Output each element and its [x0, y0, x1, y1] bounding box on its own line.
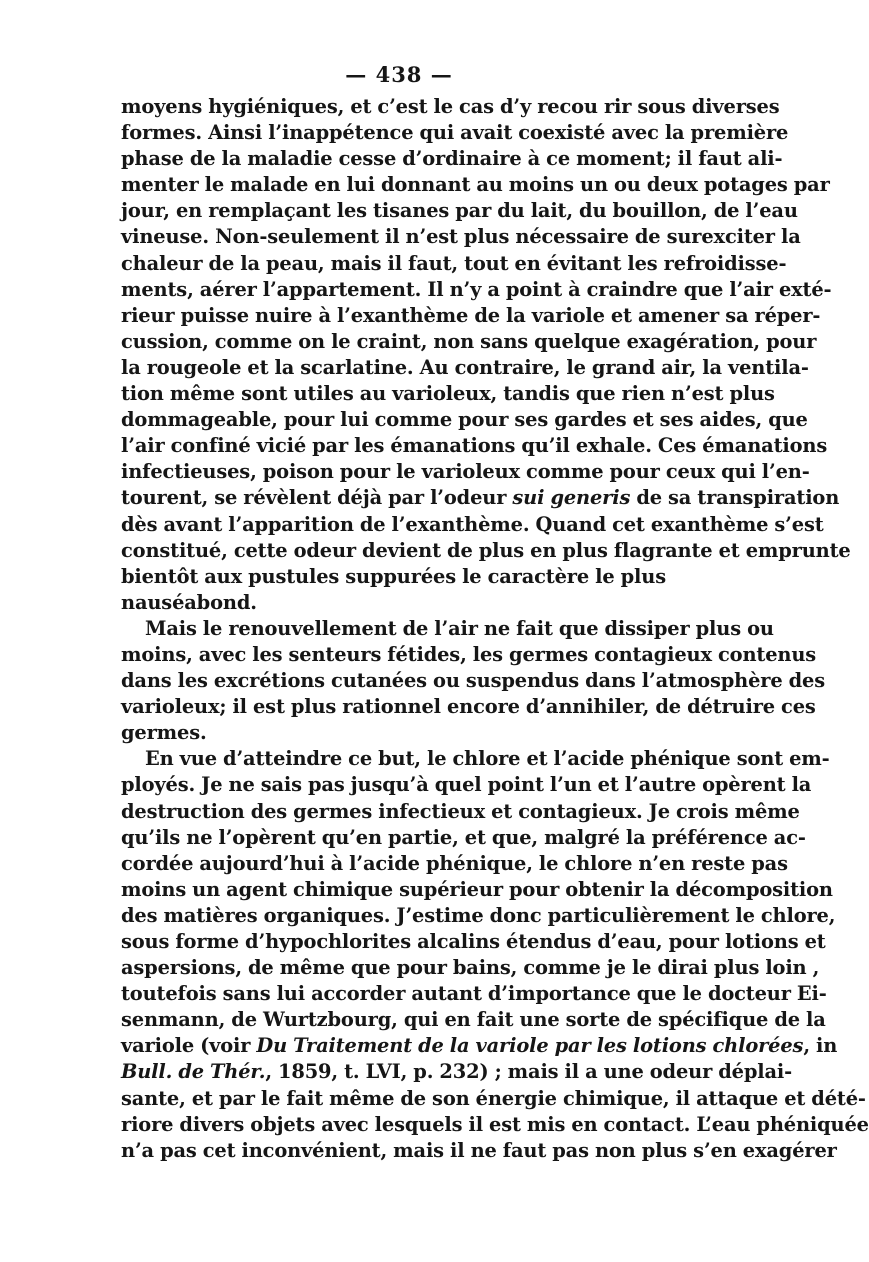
- text-line: bientôt aux pustules suppurées le caractère le plus nauséabond.: [121, 564, 666, 614]
- text-line: dès avant l’apparition de l’exanthème. Quand cet exanthème s’est: [121, 512, 824, 536]
- text-line: des matières organiques. J’estime donc particulièrement le chlore,: [121, 903, 836, 927]
- text-line: constitué, cette odeur devient de plus en plus flagrante et emprunte: [121, 538, 851, 562]
- text-line: varioleux; il est plus rationnel encore d’annihiler, de détruire ces: [121, 695, 816, 719]
- citation-line: [121, 1033, 838, 1059]
- text-line: sante, et par le fait même de son énergie chimique, il attaque et dété-: [121, 1086, 866, 1110]
- text-fragment: de sa transpiration: [636, 486, 840, 510]
- text-line: Mais le renouvellement de l’air ne fait que dissiper plus ou: [145, 616, 774, 640]
- text-line: toutefois sans lui accorder autant d’importance que le docteur Ei-: [121, 982, 827, 1006]
- text-line: En vue d’atteindre ce but, le chlore et l’acide phénique sont em-: [145, 747, 830, 771]
- text-line: moins, avec les senteurs fétides, les germes contagieux contenus: [121, 642, 817, 666]
- italic-term: sui generis: [512, 486, 631, 510]
- text-line: tion même sont utiles au varioleux, tandis que rien n’est plus: [121, 382, 775, 406]
- text-line: destruction des germes infectieux et contagieux. Je crois même: [121, 799, 800, 823]
- text-line: chaleur de la peau, mais il faut, tout en évitant les refroidisse-: [121, 251, 787, 275]
- text-line: vineuse. Non-seulement il n’est plus nécessaire de surexciter la: [121, 225, 801, 249]
- text-line: moins un agent chimique supérieur pour obtenir la décomposition: [121, 877, 833, 901]
- text-line: dommageable, pour lui comme pour ses gardes et ses aides, que: [121, 408, 808, 432]
- paragraph-1: [121, 94, 851, 616]
- journal-title: Bull. de Thér.: [121, 1060, 266, 1084]
- text-line: jour, en remplaçant les tisanes par du lait, du bouillon, de l’eau: [121, 199, 798, 223]
- text-fragment: tourent, se révèlent déjà par l’odeur: [121, 486, 513, 510]
- text-fragment: , 1859, t. LVI, p. 232) ; mais il a une odeur déplai-: [265, 1060, 793, 1084]
- text-line: moyens hygiéniques, et c’est le cas d’y recou rir sous diverses: [121, 95, 780, 118]
- text-line: rieur puisse nuire à l’exanthème de la variole et amener sa réper-: [121, 303, 821, 327]
- citation-title: Du Traitement de la variole par les lotions chlorées: [256, 1034, 804, 1058]
- text-line: menter le malade en lui donnant au moins un ou deux potages par: [121, 173, 830, 197]
- text-line: l’air confiné vicié par les émanations qu’il exhale. Ces émanations: [121, 434, 828, 458]
- text-line: senmann, de Wurtzbourg, qui en fait une sorte de spécifique de la: [121, 1008, 826, 1032]
- text-line: sous forme d’hypochlorites alcalins étendus d’eau, pour lotions et: [121, 930, 826, 953]
- paragraph-3: [121, 746, 869, 1164]
- citation-line: [121, 1059, 793, 1085]
- book-page: [121, 62, 869, 1164]
- text-line: dans les excrétions cutanées ou suspendus dans l’atmosphère des: [121, 669, 825, 693]
- text-line: riore divers objets avec lesquels il est mis en contact. L’eau phéniquée: [121, 1112, 869, 1136]
- page-number: — 438 —: [345, 62, 453, 87]
- text-line: n’a pas cet inconvénient, mais il ne faut pas non plus s’en exagérer: [121, 1138, 837, 1162]
- text-line: la rougeole et la scarlatine. Au contraire, le grand air, la ventila-: [121, 355, 809, 379]
- text-line: formes. Ainsi l’inappétence qui avait coexisté avec la première: [121, 121, 789, 145]
- paragraph-2: [121, 616, 825, 746]
- text-line: phase de la maladie cesse d’ordinaire à ce moment; il faut ali-: [121, 147, 783, 171]
- text-fragment: , in: [803, 1034, 838, 1058]
- text-line: cordée aujourd’hui à l’acide phénique, le chlore n’en reste pas: [121, 851, 788, 875]
- text-line: qu’ils ne l’opèrent qu’en partie, et que, malgré la préférence ac-: [121, 825, 806, 849]
- text-line-with-italic: [121, 485, 840, 511]
- text-line: ployés. Je ne sais pas jusqu’à quel point l’un et l’autre opèrent la: [121, 773, 812, 797]
- text-line: infectieuses, poison pour le varioleux comme pour ceux qui l’en-: [121, 460, 810, 484]
- text-line: aspersions, de même que pour bains, comme je le dirai plus loin ,: [121, 956, 820, 980]
- text-line: germes.: [121, 721, 207, 745]
- text-fragment: variole (voir: [121, 1034, 257, 1058]
- text-line: ments, aérer l’appartement. Il n’y a point à craindre que l’air exté-: [121, 277, 832, 301]
- text-line: cussion, comme on le craint, non sans quelque exagération, pour: [121, 329, 817, 353]
